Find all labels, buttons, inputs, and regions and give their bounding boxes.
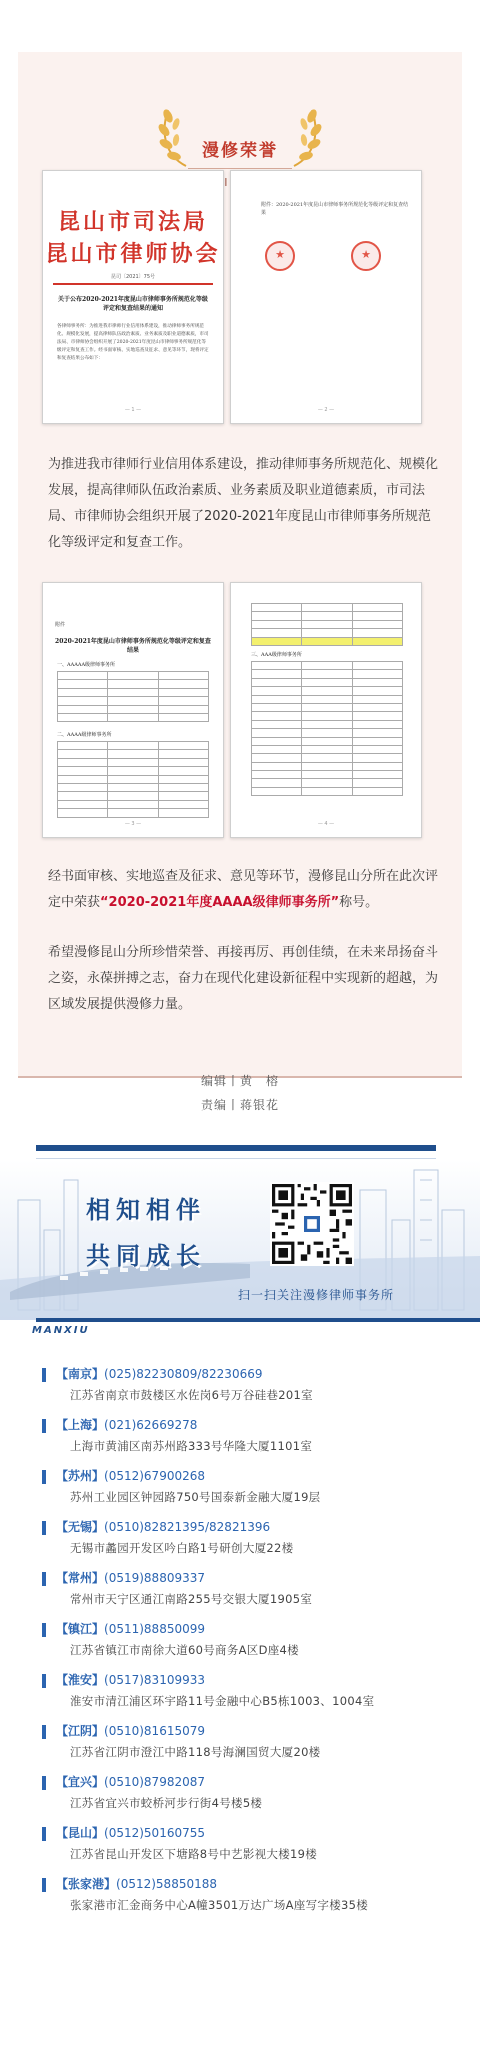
doc-page-number: — 2 —	[317, 407, 335, 413]
office-city: 【常州】	[56, 1571, 105, 1585]
office-marker	[42, 1674, 46, 1688]
office-marker	[42, 1776, 46, 1790]
office-heading	[56, 1467, 205, 1484]
seal-justice-bureau	[265, 241, 295, 271]
office-address: 江苏省南京市鼓楼区水佐岗6号万谷硅巷201室	[70, 1388, 313, 1402]
award-title-highlight: “2020-2021年度AAAA级律师事务所”	[100, 895, 340, 910]
divider	[188, 168, 292, 169]
intro-paragraph: 为推进我市律师行业信用体系建设，推动律师事务所规范化、规模化发展，提高律师队伍政治素质、业务素质及职业道德素质，市司法局、市律师协会组织开展了2020-2021年度昆山市律师事务所规范化等级评定和复查工作。	[48, 457, 439, 550]
office-city: 【苏州】	[56, 1469, 105, 1483]
office-marker	[42, 1470, 46, 1484]
office-marker	[42, 1368, 46, 1382]
office-address: 张家港市汇金商务中心A幢3501万达广场A座写字楼35楼	[70, 1898, 369, 1912]
office-city: 【宜兴】	[56, 1775, 105, 1789]
office-heading	[56, 1875, 217, 1892]
office-address: 江苏省镇江市南徐大道60号商务A区D座4楼	[70, 1643, 299, 1657]
office-address: 上海市黄浦区南苏州路333号华隆大厦1101室	[70, 1439, 313, 1453]
award-text-after: 称号。	[339, 895, 379, 910]
office-city: 【无锡】	[56, 1520, 105, 1534]
doc-section-4a: 二、AAAA级律师事务所	[57, 732, 112, 738]
office-phone[interactable]: (0510)81615079	[104, 1724, 205, 1738]
banner-top-bar	[36, 1145, 436, 1151]
editor-credit: 编辑丨黄 榕	[200, 1074, 279, 1088]
office-city: 【南京】	[56, 1367, 105, 1381]
brand-label: MANXIU	[32, 1325, 90, 1336]
document-image-results-continued	[230, 582, 422, 838]
results-table-continued	[251, 603, 403, 646]
office-phone[interactable]: (0510)82821395/82821396	[104, 1520, 271, 1534]
kunshan-branch-row	[252, 637, 403, 645]
office-marker	[42, 1878, 46, 1892]
office-address: 苏州工业园区钟园路750号国泰新金融大厦19层	[70, 1490, 321, 1504]
reviewer-credit: 责编丨蒋银花	[200, 1098, 279, 1112]
results-table-3a	[251, 661, 403, 796]
office-city: 【镇江】	[56, 1622, 105, 1636]
doc-page-number: — 3 —	[124, 821, 142, 827]
office-heading	[56, 1620, 205, 1637]
seal-lawyers-association	[351, 241, 381, 271]
office-phone[interactable]: (0512)50160755	[104, 1826, 205, 1840]
award-text-before: 经书面审核、实地巡查及征求、意见等环节，漫修昆山分所在此次评定中荣获	[48, 869, 439, 910]
honor-title: 漫修荣誉	[202, 141, 278, 161]
document-image-results	[42, 582, 224, 838]
office-address: 江苏省宜兴市蛟桥河步行街4号楼5楼	[70, 1796, 263, 1810]
office-address: 江苏省江阴市澄江中路118号海澜国贸大厦20楼	[70, 1745, 321, 1759]
office-address: 常州市天宁区通江南路255号交银大厦1905室	[70, 1592, 313, 1606]
office-marker	[42, 1572, 46, 1586]
doc-attachment-line: 附件：2020-2021年度昆山市律师事务所规范化等级评定和复查结果	[261, 202, 409, 216]
office-marker	[42, 1725, 46, 1739]
award-paragraph	[48, 864, 438, 916]
qr-code-icon	[272, 1184, 352, 1264]
office-address: 无锡市蠡园开发区吟白路1号研创大厦22楼	[70, 1541, 294, 1555]
office-city: 【上海】	[56, 1418, 105, 1432]
office-city: 【昆山】	[56, 1826, 105, 1840]
office-marker	[42, 1521, 46, 1535]
office-heading	[56, 1722, 205, 1739]
doc-page-number: — 4 —	[317, 821, 335, 827]
doc-heading-justice-bureau: 昆山市司法局	[57, 209, 208, 235]
office-city: 【淮安】	[56, 1673, 105, 1687]
office-heading	[56, 1518, 270, 1535]
office-heading	[56, 1365, 262, 1382]
follow-banner	[0, 1160, 480, 1320]
office-phone[interactable]: (021)62669278	[104, 1418, 198, 1432]
doc-body: 各律师事务所：为推进我市律师行业信用体系建设，推动律师事务所规范化、规模化发展，提高律师队伍政治素质、业务素质及职业道德素质，市司法局、市律师协会组织开展了2020-2021年度昆山市律师事务所规范化等级评定和复查工作。经书面审核、实地巡查及征求、意见等环节，现将评定和复查结果公布如下：	[57, 324, 209, 361]
office-heading	[56, 1773, 205, 1790]
office-phone[interactable]: (0519)88809337	[104, 1571, 205, 1585]
office-city: 【江阴】	[56, 1724, 105, 1738]
office-city: 【张家港】	[56, 1877, 117, 1891]
doc-section-5a: 一、AAAAA级律师事务所	[57, 662, 116, 668]
office-marker	[42, 1827, 46, 1841]
office-phone[interactable]: (0510)87982087	[104, 1775, 205, 1789]
doc-red-rule	[53, 283, 213, 285]
office-marker	[42, 1419, 46, 1433]
office-phone[interactable]: (0511)88850099	[104, 1622, 205, 1636]
document-image-attachment	[230, 170, 422, 424]
results-table-4a	[57, 741, 209, 818]
doc-section-3a: 三、AAA级律师事务所	[251, 652, 302, 658]
doc-number: 昆司〔2021〕75号	[110, 274, 156, 280]
doc-page-number: — 1 —	[124, 407, 142, 413]
banner-bottom-bar	[36, 1318, 480, 1322]
doc-results-title: 2020-2021年度昆山市律师事务所规范化等级评定和复查结果	[55, 638, 211, 654]
office-address: 江苏省昆山开发区下塘路8号中艺影视大楼19楼	[70, 1847, 318, 1861]
office-heading	[56, 1416, 197, 1433]
scan-to-follow-text: 扫一扫关注漫修律师事务所	[238, 1288, 395, 1302]
office-phone[interactable]: (025)82230809/82230669	[104, 1367, 263, 1381]
office-heading	[56, 1824, 205, 1841]
banner-rule	[36, 1158, 436, 1159]
document-image-notice	[42, 170, 224, 424]
office-heading	[56, 1569, 205, 1586]
office-phone[interactable]: (0512)67900268	[104, 1469, 205, 1483]
office-heading	[56, 1671, 205, 1688]
wechat-qr-code[interactable]	[270, 1182, 354, 1266]
slogan-line-2: 共同成长	[86, 1242, 206, 1270]
doc-heading-lawyers-association: 昆山市律师协会	[45, 241, 221, 267]
results-table-5a	[57, 671, 209, 722]
doc-title: 关于公布2020-2021年度昆山市律师事务所规范化等级评定和复查结果的通知	[58, 296, 208, 312]
office-phone[interactable]: (0517)83109933	[104, 1673, 205, 1687]
honor-panel	[18, 52, 462, 1077]
office-marker	[42, 1623, 46, 1637]
slogan-line-1: 相知相伴	[86, 1196, 206, 1224]
office-address: 淮安市清江浦区环宇路11号金融中心B5栋1003、1004室	[70, 1694, 375, 1708]
office-phone[interactable]: (0512)58850188	[116, 1877, 217, 1891]
closing-paragraph: 希望漫修昆山分所珍惜荣誉、再接再厉、再创佳绩，在未来昂扬奋斗之姿，永葆拼搏之志，奋力在现代化建设新征程中实现新的超越，为区域发展提供漫修力量。	[48, 945, 439, 1012]
doc-attachment-tag: 附件	[55, 622, 66, 628]
